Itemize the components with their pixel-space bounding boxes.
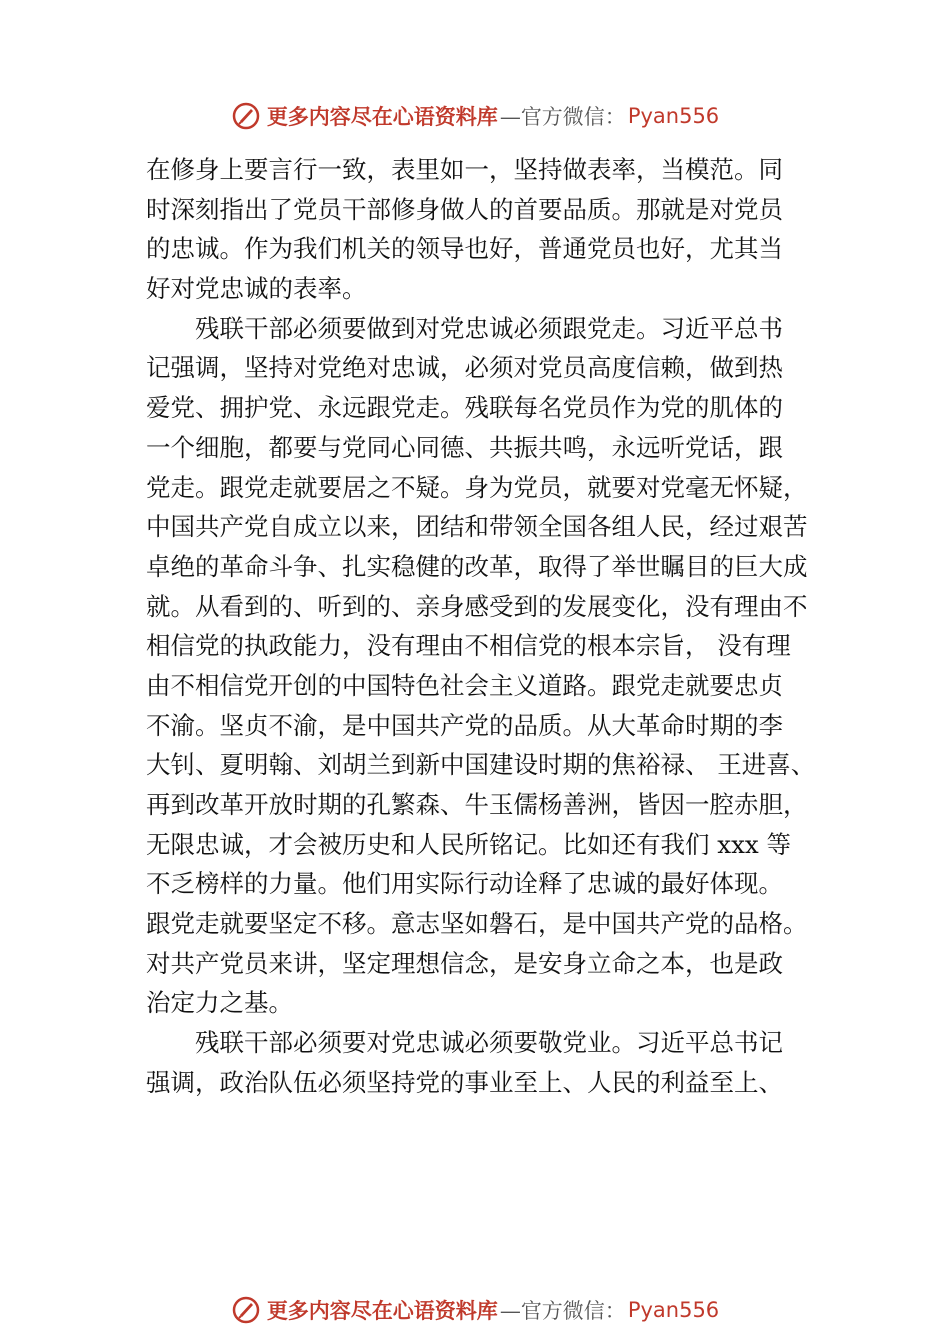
- text-line: 党走。跟党走就要居之不疑。身为党员，就要对党毫无怀疑，: [146, 472, 808, 502]
- text-line: 无限忠诚，才会被历史和人民所铭记。比如还有我们 xxx 等: [146, 829, 792, 859]
- footer-text-sep: —官方微信：: [499, 1299, 626, 1323]
- text-line: 卓绝的革命斗争、扎实稳健的改革，取得了举世瞩目的巨大成: [146, 551, 808, 581]
- text-line: 记强调，坚持对党绝对忠诚，必须对党员高度信赖，做到热: [146, 353, 783, 383]
- paragraph-start-line: 残联干部必须要对党忠诚必须要敬党业。习近平总书记: [195, 1028, 783, 1058]
- brush-logo-icon: [231, 1295, 261, 1325]
- brush-logo-icon: [231, 101, 261, 131]
- text-line: 的忠诚。作为我们机关的领导也好，普通党员也好，尤其当: [146, 234, 783, 264]
- footer-banner: [0, 1290, 950, 1330]
- text-line: 治定力之基。: [146, 988, 293, 1018]
- header-banner: [0, 96, 950, 136]
- text-line: 不乏榜样的力量。他们用实际行动诠释了忠诚的最好体现。: [146, 869, 783, 899]
- text-line: 再到改革开放时期的孔繁森、牛玉儒杨善洲，皆因一腔赤胆，: [146, 790, 808, 819]
- text-line: 时深刻指出了党员干部修身做人的首要品质。那就是对党员: [146, 194, 783, 224]
- text-line: 对共产党员来讲，坚定理想信念，是安身立命之本，也是政: [146, 948, 783, 978]
- text-line: 相信党的执政能力，没有理由不相信党的根本宗旨， 没有理: [146, 631, 791, 661]
- text-line: 爱党、拥护党、永远跟党走。残联每名党员作为党的肌体的: [146, 393, 783, 423]
- text-line: 在修身上要言行一致，表里如一，坚持做表率，当模范。同: [146, 155, 783, 184]
- header-text-main: 更多内容尽在心语资料库: [266, 104, 498, 129]
- text-line: 大钊、夏明翰、刘胡兰到新中国建设时期的焦裕禄、 王进喜、: [146, 750, 816, 780]
- text-line: 跟党走就要坚定不移。意志坚如磐石，是中国共产党的品格。: [146, 909, 808, 939]
- text-line: 就。从看到的、听到的、亲身感受到的发展变化，没有理由不: [146, 591, 808, 621]
- text-line: 一个细胞，都要与党同心同德、共振共鸣，永远听党话，跟: [146, 432, 783, 462]
- paragraph-start-line: 残联干部必须要做到对党忠诚必须跟党走。习近平总书: [195, 313, 783, 343]
- text-line: 中国共产党自成立以来，团结和带领全国各组人民，经过艰苦: [146, 512, 808, 542]
- text-line: 强调，政治队伍必须坚持党的事业至上、人民的利益至上、: [146, 1067, 783, 1097]
- text-line: 好对党忠诚的表率。: [146, 274, 367, 304]
- header-text-sep: —官方微信：: [499, 105, 626, 129]
- text-line: 不渝。坚贞不渝，是中国共产党的品质。从大革命时期的李: [146, 710, 783, 740]
- header-wechat-id: Pyan556: [627, 104, 720, 128]
- footer-wechat-id: Pyan556: [627, 1298, 720, 1322]
- document-body: [146, 150, 826, 1103]
- text-line: 由不相信党开创的中国特色社会主义道路。跟党走就要忠贞: [146, 670, 783, 700]
- footer-text-main: 更多内容尽在心语资料库: [266, 1298, 498, 1323]
